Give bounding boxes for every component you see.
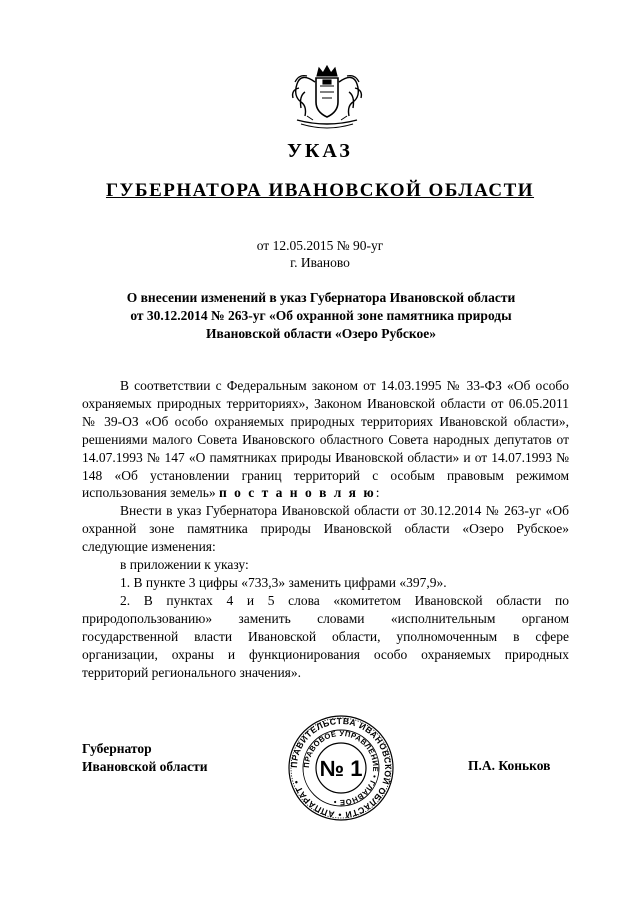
preamble-end: : xyxy=(375,485,380,501)
official-seal-icon xyxy=(287,714,395,822)
coat-of-arms-icon xyxy=(287,62,367,134)
date-block xyxy=(0,237,640,271)
position-line: Губернатор xyxy=(82,741,152,756)
body-paragraph xyxy=(82,377,569,502)
seal-number: № 1 xyxy=(319,756,363,781)
preamble-text: В соответствии с Федеральным законом от 14.03.1995 № 33-ФЗ «Об особо охраняемых природных территориях», Законом Ивановской области от 06.05.2011 № 39-ОЗ «Об особо охраняемых природных территориях Ивановской области», решениями малого Совета Ивановского областного Совета народных депутатов от 14.07.1993 № 147 «О памятниках природы Ивановской области» и от 14.07.1993 № 148 «Об установлении границ территорий с особым правовым режимом использования земель» xyxy=(82,378,569,501)
body-paragraph: 2. В пунктах 4 и 5 слова «комитетом Ивановской области по природопользованию» заменить словами «исполнительным органом государственной власти Ивановской области, уполномоченным в сфере организации, охраны и функционирования особо охраняемых природных территорий регионального значения». xyxy=(82,592,569,680)
document-subtitle: ГУБЕРНАТОРА ИВАНОВСКОЙ ОБЛАСТИ xyxy=(105,180,535,201)
seal-outer-text: ПРАВИТЕЛЬСТВА ИВАНОВСКОЙ ОБЛАСТИ • АППАРАТ • xyxy=(288,715,394,821)
decree-word: п о с т а н о в л я ю xyxy=(219,485,376,501)
position-line: Ивановской области xyxy=(82,759,208,774)
seal-inner-text: ПРАВОВОЕ УПРАВЛЕНИЕ • ГЛАВНОЕ • xyxy=(301,728,381,808)
document-date: от 12.05.2015 № 90-уг xyxy=(256,238,384,253)
body-paragraph: Внести в указ Губернатора Ивановской области от 30.12.2014 № 263-уг «Об охранной зоне памятника природы Ивановской области «Озеро Рубское» следующие изменения: xyxy=(82,503,569,555)
heading-line: О внесении изменений в указ Губернатора Ивановской области xyxy=(126,290,516,305)
document-city: г. Иваново xyxy=(290,255,350,270)
document-title: УКАЗ xyxy=(287,140,353,162)
heading-line: от 30.12.2014 № 263-уг «Об охранной зоне памятника природы xyxy=(130,308,512,323)
signatory-position xyxy=(82,740,208,776)
document-body xyxy=(82,377,569,681)
document-heading xyxy=(60,289,582,343)
body-paragraph: 1. В пункте 3 цифры «733,3» заменить цифрами «397,9». xyxy=(120,574,447,590)
body-paragraph: в приложении к указу: xyxy=(120,557,249,573)
signatory-name: П.А. Коньков xyxy=(468,758,551,773)
heading-line: Ивановской области «Озеро Рубское» xyxy=(206,326,436,341)
